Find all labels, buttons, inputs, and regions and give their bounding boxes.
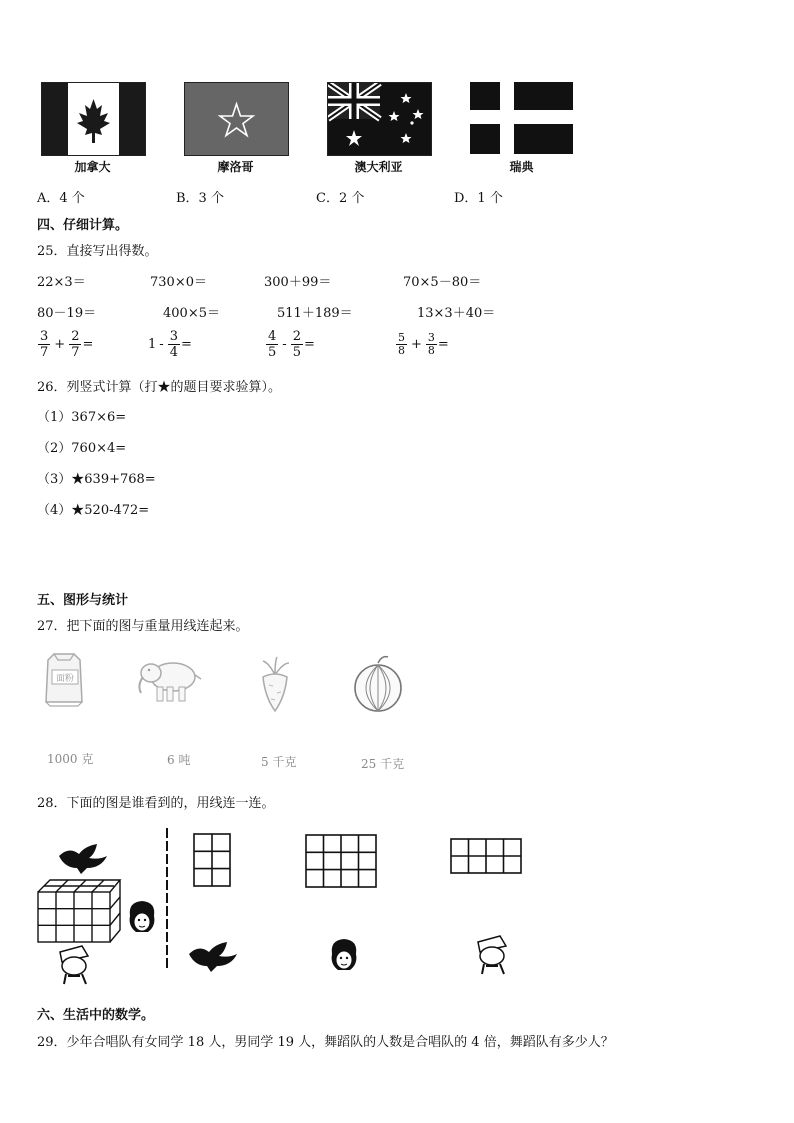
frac2-b-num: 3 [169, 329, 178, 344]
weight-1000g: 1000 克 [47, 752, 94, 766]
frac1-a-num: 3 [40, 329, 49, 344]
flag-label-sweden: 瑞典 [509, 160, 534, 174]
q27-title: 27．把下面的图与重量用线连起来。 [37, 619, 249, 634]
divider-line [164, 828, 170, 970]
cube-block-icon [36, 876, 122, 944]
frac1-eq: = [82, 337, 94, 352]
fraction-expr-2 [148, 329, 192, 360]
q25-title: 25．直接写出得数。 [37, 244, 158, 259]
q25-item-8: 13×3＋40＝ [417, 306, 496, 321]
sweden-flag-icon [470, 82, 573, 154]
frac4-op: + [411, 337, 422, 352]
australia-flag [327, 82, 432, 156]
q26-item-3: （3）★639+768= [37, 472, 156, 487]
frac1-op: + [54, 337, 66, 352]
view-grid-front [305, 834, 377, 888]
q25-item-3: 300＋99＝ [264, 275, 332, 290]
q25-item-2: 730×0＝ [150, 275, 207, 290]
q25-item-7: 511＋189＝ [277, 306, 353, 321]
q25-item-1: 22×3＝ [37, 275, 86, 290]
frac2-whole: 1 [148, 337, 157, 352]
frac3-b-num: 2 [292, 329, 301, 344]
flour-bag-text: 面粉 [55, 674, 75, 684]
frac3-b-den: 5 [292, 345, 301, 360]
q26-item-2: （2）760×4= [37, 441, 127, 456]
canada-flag-icon [42, 83, 145, 155]
frac2-b-den: 4 [169, 345, 178, 360]
frac3-a-num: 4 [268, 329, 277, 344]
weight-25kg: 25 千克 [361, 757, 405, 771]
q25-item-6: 400×5＝ [163, 306, 220, 321]
frac4-a-den: 8 [398, 344, 405, 357]
morocco-flag-icon [185, 83, 288, 155]
q26-item-1: （1）367×6= [37, 410, 127, 425]
radish-icon [255, 655, 295, 715]
flour-bag-icon [40, 650, 90, 708]
q29-title: 29．少年合唱队有女同学 18 人，男同学 19 人，舞蹈队的人数是合唱队的 4 倍，舞蹈队有多少人？ [37, 1035, 614, 1050]
frac1-a-den: 7 [40, 345, 49, 360]
girl-icon-bottom [326, 936, 362, 976]
weight-6t: 6 吨 [167, 753, 191, 767]
watermelon-icon [352, 653, 404, 713]
option-b: B．3 个 [176, 191, 224, 206]
morocco-flag [184, 82, 289, 156]
fraction-expr-4 [395, 332, 449, 357]
frac4-eq: = [437, 337, 449, 352]
flag-label-australia: 澳大利亚 [354, 160, 403, 174]
q26-title: 26．列竖式计算（打★的题目要求验算）。 [37, 380, 282, 395]
section-4-title: 四、仔细计算。 [37, 218, 129, 233]
weight-5kg: 5 千克 [261, 755, 297, 769]
fraction-expr-3 [265, 329, 315, 360]
option-d: D．1 个 [454, 191, 503, 206]
option-c: C．2 个 [316, 191, 365, 206]
frac4-b-den: 8 [427, 344, 435, 357]
flag-label-morocco: 摩洛哥 [217, 160, 254, 174]
boy-icon [52, 942, 94, 986]
view-grid-side [193, 833, 231, 887]
frac4-a-num: 5 [398, 331, 405, 344]
frac3-a-den: 5 [268, 345, 277, 360]
section-6-title: 六、生活中的数学。 [37, 1008, 155, 1023]
frac1-b-num: 2 [71, 329, 80, 344]
bird-icon [55, 842, 111, 876]
frac3-eq: = [303, 337, 315, 352]
canada-flag [41, 82, 146, 156]
boy-icon-bottom [470, 932, 512, 976]
elephant-icon [135, 655, 205, 705]
section-5-title: 五、图形与统计 [37, 593, 129, 608]
girl-icon [124, 898, 160, 938]
q26-item-4: （4）★520-472= [37, 503, 150, 518]
q25-item-4: 70×5－80＝ [403, 275, 482, 290]
frac2-eq: = [180, 337, 192, 352]
sweden-flag [470, 82, 573, 154]
frac3-op: - [282, 337, 287, 352]
bird-icon-bottom [185, 940, 241, 974]
flag-label-canada: 加拿大 [74, 160, 111, 174]
frac2-op: - [159, 337, 164, 352]
q25-item-5: 80－19＝ [37, 306, 97, 321]
view-grid-top [450, 838, 522, 874]
option-a: A．4 个 [37, 191, 85, 206]
fraction-expr-1 [37, 329, 93, 360]
frac1-b-den: 7 [71, 345, 80, 360]
frac4-b-num: 3 [427, 331, 435, 344]
australia-flag-icon [328, 83, 431, 155]
q28-title: 28．下面的图是谁看到的，用线连一连。 [37, 796, 275, 811]
